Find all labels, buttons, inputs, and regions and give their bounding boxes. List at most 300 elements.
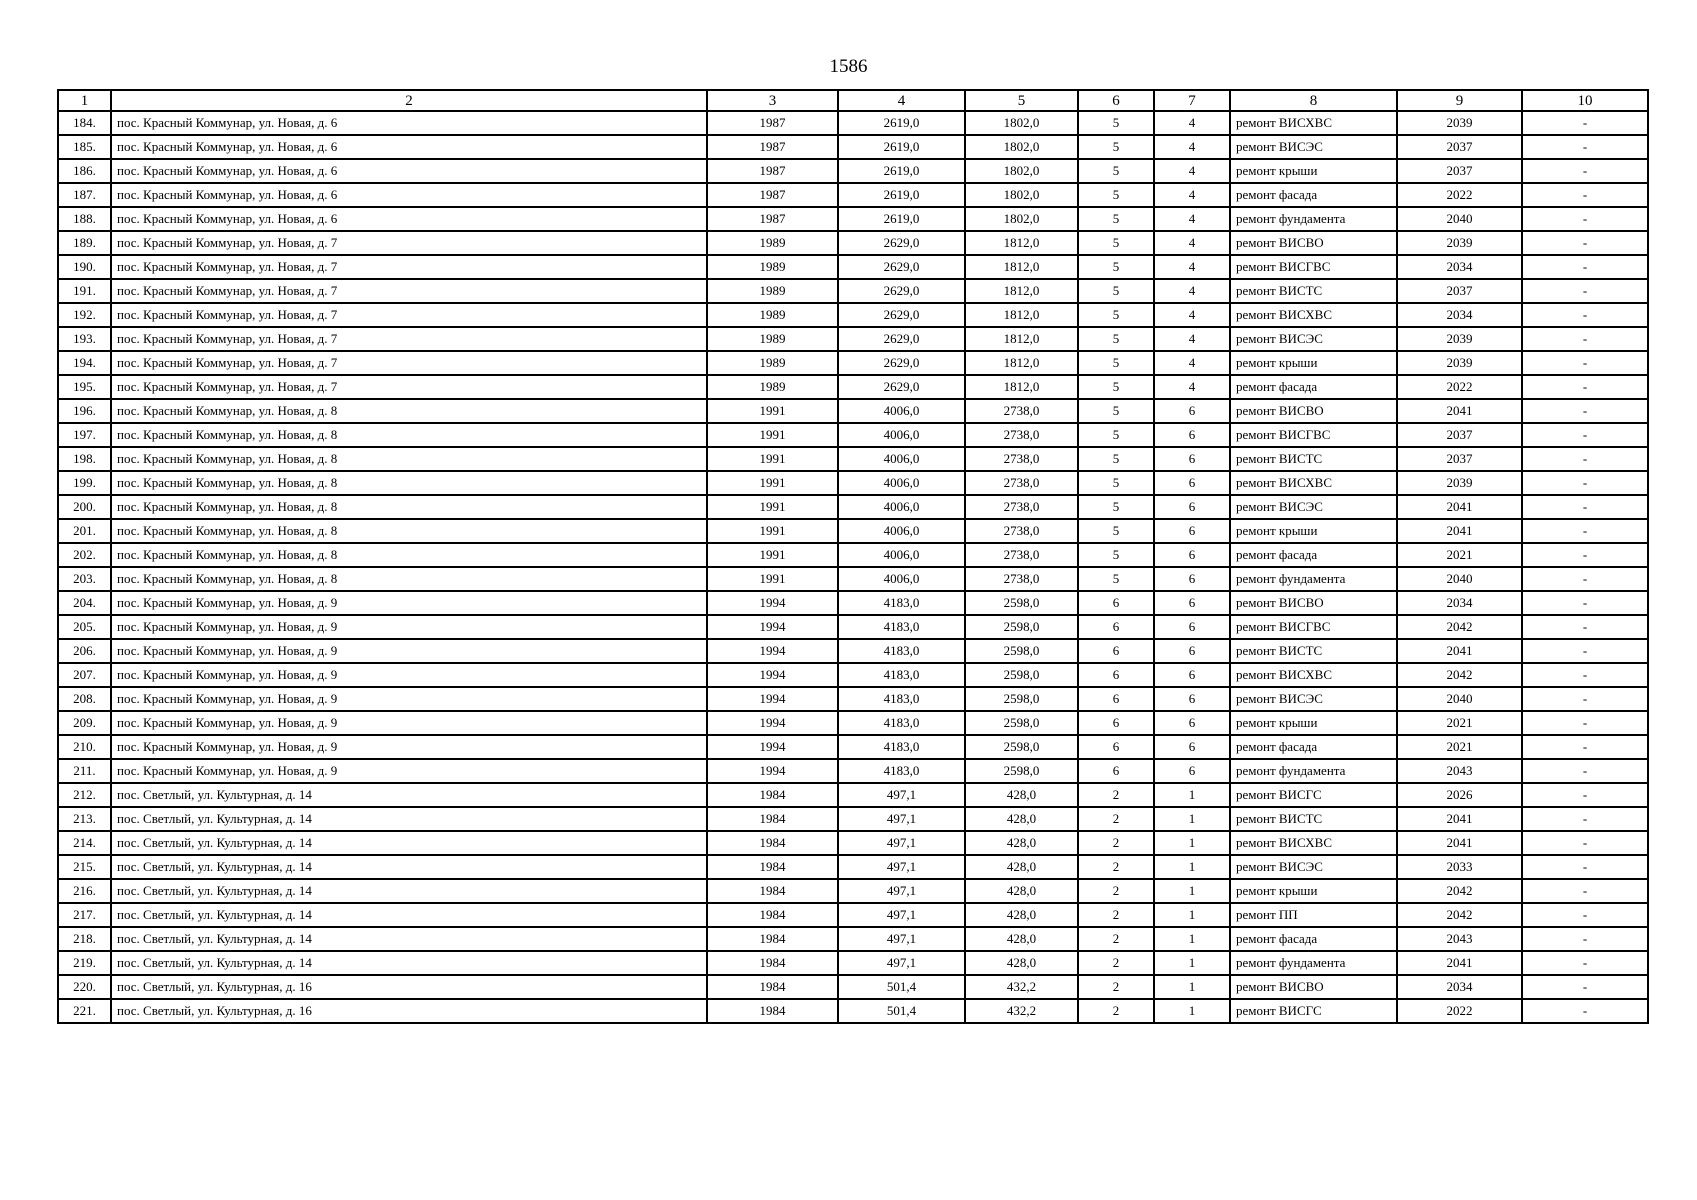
year-cell: 1984 — [707, 927, 838, 951]
table-row — [58, 447, 1648, 471]
total-area-cell: 4006,0 — [838, 423, 965, 447]
work-type-cell: ремонт ВИСТС — [1230, 639, 1397, 663]
total-area-cell: 497,1 — [838, 807, 965, 831]
plan-year-cell: 2043 — [1397, 927, 1522, 951]
work-type-cell: ремонт ВИСВО — [1230, 231, 1397, 255]
living-area-cell: 2738,0 — [965, 471, 1078, 495]
work-type-cell: ремонт ВИСВО — [1230, 399, 1397, 423]
entrances-cell: 6 — [1154, 639, 1230, 663]
row-number-cell: 191. — [58, 279, 111, 303]
row-number-cell: 192. — [58, 303, 111, 327]
row-number-cell: 198. — [58, 447, 111, 471]
year-cell: 1994 — [707, 759, 838, 783]
floors-cell: 5 — [1078, 303, 1154, 327]
floors-cell: 5 — [1078, 135, 1154, 159]
work-type-cell: ремонт фасада — [1230, 735, 1397, 759]
work-type-cell: ремонт ВИСВО — [1230, 591, 1397, 615]
table-row — [58, 159, 1648, 183]
entrances-cell: 1 — [1154, 855, 1230, 879]
year-cell: 1984 — [707, 831, 838, 855]
floors-cell: 5 — [1078, 519, 1154, 543]
entrances-cell: 1 — [1154, 831, 1230, 855]
address-cell: пос. Красный Коммунар, ул. Новая, д. 7 — [111, 279, 707, 303]
row-number-cell: 218. — [58, 927, 111, 951]
address-cell: пос. Красный Коммунар, ул. Новая, д. 6 — [111, 159, 707, 183]
address-cell: пос. Красный Коммунар, ул. Новая, д. 6 — [111, 183, 707, 207]
year-cell: 1984 — [707, 999, 838, 1023]
note-cell: - — [1522, 855, 1648, 879]
table-row — [58, 255, 1648, 279]
plan-year-cell: 2039 — [1397, 231, 1522, 255]
address-cell: пос. Красный Коммунар, ул. Новая, д. 6 — [111, 135, 707, 159]
floors-cell: 5 — [1078, 159, 1154, 183]
year-cell: 1989 — [707, 375, 838, 399]
floors-cell: 2 — [1078, 783, 1154, 807]
floors-cell: 5 — [1078, 423, 1154, 447]
note-cell: - — [1522, 903, 1648, 927]
year-cell: 1991 — [707, 399, 838, 423]
year-cell: 1994 — [707, 663, 838, 687]
entrances-cell: 6 — [1154, 591, 1230, 615]
year-cell: 1991 — [707, 471, 838, 495]
plan-year-cell: 2041 — [1397, 951, 1522, 975]
entrances-cell: 6 — [1154, 759, 1230, 783]
year-cell: 1994 — [707, 615, 838, 639]
total-area-cell: 2619,0 — [838, 135, 965, 159]
living-area-cell: 2598,0 — [965, 687, 1078, 711]
living-area-cell: 2598,0 — [965, 639, 1078, 663]
table-row — [58, 207, 1648, 231]
total-area-cell: 4183,0 — [838, 615, 965, 639]
row-number-cell: 185. — [58, 135, 111, 159]
living-area-cell: 2598,0 — [965, 615, 1078, 639]
plan-year-cell: 2041 — [1397, 495, 1522, 519]
note-cell: - — [1522, 999, 1648, 1023]
column-header: 4 — [838, 90, 965, 111]
total-area-cell: 2629,0 — [838, 255, 965, 279]
total-area-cell: 4006,0 — [838, 447, 965, 471]
entrances-cell: 1 — [1154, 783, 1230, 807]
note-cell: - — [1522, 519, 1648, 543]
row-number-cell: 188. — [58, 207, 111, 231]
note-cell: - — [1522, 447, 1648, 471]
living-area-cell: 428,0 — [965, 807, 1078, 831]
plan-year-cell: 2039 — [1397, 327, 1522, 351]
plan-year-cell: 2033 — [1397, 855, 1522, 879]
floors-cell: 2 — [1078, 951, 1154, 975]
table-row — [58, 663, 1648, 687]
floors-cell: 2 — [1078, 831, 1154, 855]
total-area-cell: 2629,0 — [838, 351, 965, 375]
year-cell: 1991 — [707, 423, 838, 447]
living-area-cell: 432,2 — [965, 999, 1078, 1023]
row-number-cell: 184. — [58, 111, 111, 135]
floors-cell: 5 — [1078, 351, 1154, 375]
note-cell: - — [1522, 639, 1648, 663]
floors-cell: 6 — [1078, 663, 1154, 687]
table-row — [58, 111, 1648, 135]
address-cell: пос. Красный Коммунар, ул. Новая, д. 9 — [111, 591, 707, 615]
row-number-cell: 203. — [58, 567, 111, 591]
plan-year-cell: 2021 — [1397, 735, 1522, 759]
table-row — [58, 135, 1648, 159]
address-cell: пос. Светлый, ул. Культурная, д. 14 — [111, 951, 707, 975]
address-cell: пос. Красный Коммунар, ул. Новая, д. 8 — [111, 543, 707, 567]
floors-cell: 5 — [1078, 279, 1154, 303]
plan-year-cell: 2041 — [1397, 831, 1522, 855]
address-cell: пос. Светлый, ул. Культурная, д. 14 — [111, 903, 707, 927]
floors-cell: 2 — [1078, 879, 1154, 903]
note-cell: - — [1522, 207, 1648, 231]
table-row — [58, 591, 1648, 615]
note-cell: - — [1522, 183, 1648, 207]
address-cell: пос. Красный Коммунар, ул. Новая, д. 9 — [111, 759, 707, 783]
total-area-cell: 2629,0 — [838, 327, 965, 351]
living-area-cell: 432,2 — [965, 975, 1078, 999]
entrances-cell: 1 — [1154, 807, 1230, 831]
address-cell: пос. Светлый, ул. Культурная, д. 14 — [111, 831, 707, 855]
living-area-cell: 2598,0 — [965, 759, 1078, 783]
row-number-cell: 217. — [58, 903, 111, 927]
plan-year-cell: 2041 — [1397, 807, 1522, 831]
year-cell: 1984 — [707, 783, 838, 807]
floors-cell: 5 — [1078, 495, 1154, 519]
table-row — [58, 999, 1648, 1023]
floors-cell: 5 — [1078, 231, 1154, 255]
row-number-cell: 216. — [58, 879, 111, 903]
year-cell: 1987 — [707, 207, 838, 231]
entrances-cell: 4 — [1154, 279, 1230, 303]
year-cell: 1989 — [707, 303, 838, 327]
row-number-cell: 207. — [58, 663, 111, 687]
entrances-cell: 1 — [1154, 951, 1230, 975]
plan-year-cell: 2041 — [1397, 399, 1522, 423]
total-area-cell: 4183,0 — [838, 735, 965, 759]
floors-cell: 2 — [1078, 903, 1154, 927]
address-cell: пос. Красный Коммунар, ул. Новая, д. 8 — [111, 519, 707, 543]
living-area-cell: 428,0 — [965, 855, 1078, 879]
year-cell: 1994 — [707, 639, 838, 663]
total-area-cell: 497,1 — [838, 783, 965, 807]
note-cell: - — [1522, 231, 1648, 255]
year-cell: 1984 — [707, 975, 838, 999]
plan-year-cell: 2037 — [1397, 135, 1522, 159]
total-area-cell: 497,1 — [838, 855, 965, 879]
total-area-cell: 4183,0 — [838, 639, 965, 663]
table-row — [58, 855, 1648, 879]
address-cell: пос. Красный Коммунар, ул. Новая, д. 8 — [111, 447, 707, 471]
address-cell: пос. Светлый, ул. Культурная, д. 14 — [111, 783, 707, 807]
total-area-cell: 4183,0 — [838, 663, 965, 687]
row-number-cell: 194. — [58, 351, 111, 375]
table-row — [58, 327, 1648, 351]
note-cell: - — [1522, 567, 1648, 591]
year-cell: 1984 — [707, 807, 838, 831]
year-cell: 1989 — [707, 279, 838, 303]
work-type-cell: ремонт ВИСТС — [1230, 807, 1397, 831]
living-area-cell: 1802,0 — [965, 183, 1078, 207]
work-type-cell: ремонт ВИСГВС — [1230, 423, 1397, 447]
plan-year-cell: 2034 — [1397, 975, 1522, 999]
total-area-cell: 4006,0 — [838, 471, 965, 495]
year-cell: 1984 — [707, 951, 838, 975]
floors-cell: 6 — [1078, 615, 1154, 639]
plan-year-cell: 2034 — [1397, 255, 1522, 279]
year-cell: 1989 — [707, 327, 838, 351]
note-cell: - — [1522, 759, 1648, 783]
total-area-cell: 2629,0 — [838, 303, 965, 327]
row-number-cell: 205. — [58, 615, 111, 639]
note-cell: - — [1522, 495, 1648, 519]
table-row — [58, 495, 1648, 519]
entrances-cell: 4 — [1154, 351, 1230, 375]
living-area-cell: 428,0 — [965, 951, 1078, 975]
floors-cell: 5 — [1078, 207, 1154, 231]
entrances-cell: 6 — [1154, 495, 1230, 519]
plan-year-cell: 2040 — [1397, 687, 1522, 711]
address-cell: пос. Красный Коммунар, ул. Новая, д. 9 — [111, 639, 707, 663]
living-area-cell: 428,0 — [965, 831, 1078, 855]
total-area-cell: 2619,0 — [838, 159, 965, 183]
row-number-cell: 199. — [58, 471, 111, 495]
note-cell: - — [1522, 471, 1648, 495]
total-area-cell: 4006,0 — [838, 495, 965, 519]
living-area-cell: 428,0 — [965, 903, 1078, 927]
table-row — [58, 831, 1648, 855]
living-area-cell: 1812,0 — [965, 255, 1078, 279]
entrances-cell: 4 — [1154, 327, 1230, 351]
note-cell: - — [1522, 879, 1648, 903]
work-type-cell: ремонт ВИСЭС — [1230, 687, 1397, 711]
column-header: 6 — [1078, 90, 1154, 111]
year-cell: 1987 — [707, 159, 838, 183]
address-cell: пос. Красный Коммунар, ул. Новая, д. 7 — [111, 231, 707, 255]
total-area-cell: 2629,0 — [838, 231, 965, 255]
plan-year-cell: 2042 — [1397, 663, 1522, 687]
floors-cell: 5 — [1078, 567, 1154, 591]
note-cell: - — [1522, 399, 1648, 423]
living-area-cell: 2738,0 — [965, 567, 1078, 591]
row-number-cell: 213. — [58, 807, 111, 831]
work-type-cell: ремонт ВИСВО — [1230, 975, 1397, 999]
work-type-cell: ремонт ВИСТС — [1230, 279, 1397, 303]
year-cell: 1984 — [707, 879, 838, 903]
entrances-cell: 6 — [1154, 735, 1230, 759]
plan-year-cell: 2021 — [1397, 543, 1522, 567]
year-cell: 1991 — [707, 447, 838, 471]
address-cell: пос. Красный Коммунар, ул. Новая, д. 7 — [111, 375, 707, 399]
address-cell: пос. Красный Коммунар, ул. Новая, д. 6 — [111, 111, 707, 135]
plan-year-cell: 2040 — [1397, 207, 1522, 231]
work-type-cell: ремонт ВИСХВС — [1230, 471, 1397, 495]
note-cell: - — [1522, 135, 1648, 159]
row-number-cell: 204. — [58, 591, 111, 615]
table-row — [58, 351, 1648, 375]
plan-year-cell: 2037 — [1397, 423, 1522, 447]
work-type-cell: ремонт ВИСХВС — [1230, 111, 1397, 135]
note-cell: - — [1522, 687, 1648, 711]
address-cell: пос. Светлый, ул. Культурная, д. 16 — [111, 975, 707, 999]
note-cell: - — [1522, 375, 1648, 399]
floors-cell: 2 — [1078, 999, 1154, 1023]
year-cell: 1994 — [707, 711, 838, 735]
entrances-cell: 6 — [1154, 399, 1230, 423]
plan-year-cell: 2026 — [1397, 783, 1522, 807]
table-row — [58, 927, 1648, 951]
plan-year-cell: 2039 — [1397, 111, 1522, 135]
table-row — [58, 399, 1648, 423]
address-cell: пос. Красный Коммунар, ул. Новая, д. 7 — [111, 255, 707, 279]
living-area-cell: 1812,0 — [965, 303, 1078, 327]
entrances-cell: 6 — [1154, 447, 1230, 471]
column-header: 2 — [111, 90, 707, 111]
table-row — [58, 375, 1648, 399]
living-area-cell: 2738,0 — [965, 519, 1078, 543]
work-type-cell: ремонт ВИСХВС — [1230, 663, 1397, 687]
living-area-cell: 1812,0 — [965, 351, 1078, 375]
floors-cell: 5 — [1078, 447, 1154, 471]
note-cell: - — [1522, 615, 1648, 639]
address-cell: пос. Красный Коммунар, ул. Новая, д. 9 — [111, 615, 707, 639]
table-row — [58, 231, 1648, 255]
total-area-cell: 2629,0 — [838, 279, 965, 303]
floors-cell: 5 — [1078, 255, 1154, 279]
row-number-cell: 201. — [58, 519, 111, 543]
living-area-cell: 428,0 — [965, 783, 1078, 807]
plan-year-cell: 2037 — [1397, 159, 1522, 183]
entrances-cell: 4 — [1154, 303, 1230, 327]
plan-year-cell: 2042 — [1397, 879, 1522, 903]
living-area-cell: 2738,0 — [965, 399, 1078, 423]
floors-cell: 5 — [1078, 183, 1154, 207]
note-cell: - — [1522, 927, 1648, 951]
year-cell: 1991 — [707, 519, 838, 543]
column-header: 7 — [1154, 90, 1230, 111]
entrances-cell: 4 — [1154, 255, 1230, 279]
row-number-cell: 219. — [58, 951, 111, 975]
plan-year-cell: 2022 — [1397, 375, 1522, 399]
plan-year-cell: 2034 — [1397, 591, 1522, 615]
row-number-cell: 197. — [58, 423, 111, 447]
living-area-cell: 2598,0 — [965, 591, 1078, 615]
floors-cell: 6 — [1078, 639, 1154, 663]
work-type-cell: ремонт фундамента — [1230, 567, 1397, 591]
address-cell: пос. Красный Коммунар, ул. Новая, д. 8 — [111, 495, 707, 519]
work-type-cell: ремонт крыши — [1230, 519, 1397, 543]
work-type-cell: ремонт ВИСХВС — [1230, 831, 1397, 855]
row-number-cell: 220. — [58, 975, 111, 999]
entrances-cell: 1 — [1154, 927, 1230, 951]
floors-cell: 6 — [1078, 711, 1154, 735]
work-type-cell: ремонт фасада — [1230, 375, 1397, 399]
table-row — [58, 567, 1648, 591]
total-area-cell: 501,4 — [838, 975, 965, 999]
plan-year-cell: 2021 — [1397, 711, 1522, 735]
total-area-cell: 497,1 — [838, 903, 965, 927]
floors-cell: 6 — [1078, 687, 1154, 711]
row-number-cell: 214. — [58, 831, 111, 855]
row-number-cell: 208. — [58, 687, 111, 711]
note-cell: - — [1522, 303, 1648, 327]
work-type-cell: ремонт ВИСХВС — [1230, 303, 1397, 327]
note-cell: - — [1522, 807, 1648, 831]
living-area-cell: 1802,0 — [965, 111, 1078, 135]
row-number-cell: 209. — [58, 711, 111, 735]
address-cell: пос. Красный Коммунар, ул. Новая, д. 8 — [111, 399, 707, 423]
note-cell: - — [1522, 327, 1648, 351]
floors-cell: 5 — [1078, 375, 1154, 399]
year-cell: 1987 — [707, 111, 838, 135]
note-cell: - — [1522, 591, 1648, 615]
living-area-cell: 2598,0 — [965, 711, 1078, 735]
year-cell: 1991 — [707, 495, 838, 519]
plan-year-cell: 2041 — [1397, 519, 1522, 543]
year-cell: 1987 — [707, 183, 838, 207]
floors-cell: 5 — [1078, 543, 1154, 567]
work-type-cell: ремонт ВИСГВС — [1230, 255, 1397, 279]
note-cell: - — [1522, 951, 1648, 975]
floors-cell: 2 — [1078, 927, 1154, 951]
address-cell: пос. Красный Коммунар, ул. Новая, д. 8 — [111, 471, 707, 495]
entrances-cell: 4 — [1154, 111, 1230, 135]
table-row — [58, 519, 1648, 543]
address-cell: пос. Красный Коммунар, ул. Новая, д. 9 — [111, 735, 707, 759]
column-header: 9 — [1397, 90, 1522, 111]
table-row — [58, 879, 1648, 903]
entrances-cell: 4 — [1154, 135, 1230, 159]
living-area-cell: 2738,0 — [965, 447, 1078, 471]
row-number-cell: 193. — [58, 327, 111, 351]
entrances-cell: 6 — [1154, 471, 1230, 495]
work-type-cell: ремонт крыши — [1230, 159, 1397, 183]
row-number-cell: 187. — [58, 183, 111, 207]
note-cell: - — [1522, 831, 1648, 855]
living-area-cell: 1812,0 — [965, 231, 1078, 255]
entrances-cell: 1 — [1154, 903, 1230, 927]
work-type-cell: ремонт крыши — [1230, 351, 1397, 375]
address-cell: пос. Красный Коммунар, ул. Новая, д. 7 — [111, 327, 707, 351]
row-number-cell: 221. — [58, 999, 111, 1023]
entrances-cell: 4 — [1154, 183, 1230, 207]
total-area-cell: 4183,0 — [838, 711, 965, 735]
row-number-cell: 190. — [58, 255, 111, 279]
total-area-cell: 4006,0 — [838, 399, 965, 423]
table-row — [58, 735, 1648, 759]
column-header: 8 — [1230, 90, 1397, 111]
total-area-cell: 497,1 — [838, 927, 965, 951]
note-cell: - — [1522, 783, 1648, 807]
total-area-cell: 4183,0 — [838, 759, 965, 783]
living-area-cell: 1812,0 — [965, 327, 1078, 351]
row-number-cell: 196. — [58, 399, 111, 423]
address-cell: пос. Светлый, ул. Культурная, д. 16 — [111, 999, 707, 1023]
entrances-cell: 6 — [1154, 711, 1230, 735]
table-row — [58, 279, 1648, 303]
living-area-cell: 2598,0 — [965, 735, 1078, 759]
entrances-cell: 1 — [1154, 879, 1230, 903]
entrances-cell: 4 — [1154, 231, 1230, 255]
address-cell: пос. Светлый, ул. Культурная, д. 14 — [111, 807, 707, 831]
plan-year-cell: 2041 — [1397, 639, 1522, 663]
table-row — [58, 759, 1648, 783]
total-area-cell: 4006,0 — [838, 567, 965, 591]
work-type-cell: ремонт ВИСТС — [1230, 447, 1397, 471]
table-row — [58, 423, 1648, 447]
table-header-row — [58, 90, 1648, 111]
floors-cell: 5 — [1078, 111, 1154, 135]
work-type-cell: ремонт фасада — [1230, 543, 1397, 567]
entrances-cell: 4 — [1154, 375, 1230, 399]
